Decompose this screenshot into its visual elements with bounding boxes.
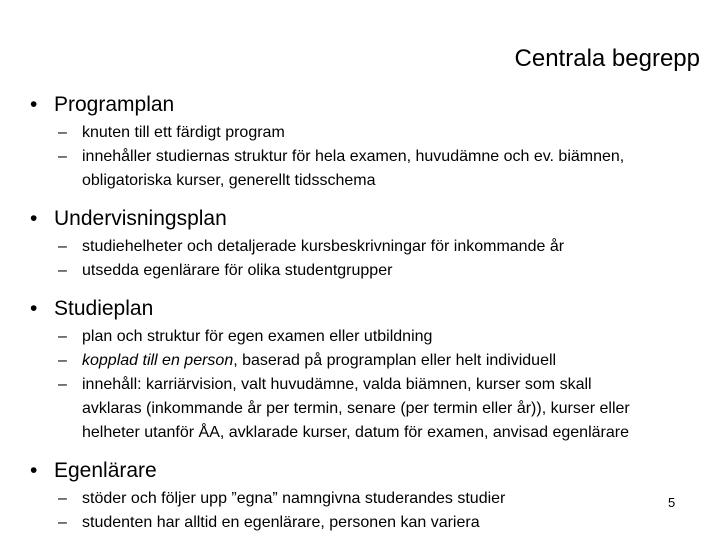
bullet-egenlarare bbox=[30, 457, 710, 535]
slide-title: Centrala begrepp bbox=[514, 45, 700, 72]
sub-list bbox=[30, 235, 710, 283]
sub-item bbox=[58, 121, 710, 145]
bullet-heading: Programplan bbox=[54, 93, 175, 116]
dash-icon: – bbox=[58, 124, 67, 141]
bullet-dot-icon: • bbox=[30, 459, 38, 482]
dash-icon: – bbox=[58, 490, 67, 507]
dash-icon: – bbox=[58, 514, 67, 531]
sub-item-italic-text: kopplad till en person bbox=[82, 352, 234, 369]
sub-item bbox=[58, 259, 710, 283]
sub-list bbox=[30, 325, 710, 445]
sub-item-text: innehåller studiernas struktur för hela examen, huvudämne och ev. biämnen, obligatoriska kurser, generellt tidsschema bbox=[82, 148, 625, 189]
dash-icon: – bbox=[58, 376, 67, 393]
sub-item-text bbox=[82, 349, 710, 373]
bullet-dot-icon: • bbox=[30, 93, 38, 116]
sub-item-text: studiehelheter och detaljerade kursbeskrivningar för inkommande år bbox=[82, 238, 565, 255]
sub-list bbox=[30, 487, 710, 535]
sub-item-text: knuten till ett färdigt program bbox=[82, 124, 285, 141]
sub-item-text: stöder och följer upp ”egna” namngivna studerandes studier bbox=[82, 490, 506, 507]
dash-icon: – bbox=[58, 352, 67, 369]
dash-icon: – bbox=[58, 262, 67, 279]
sub-item-rest-text: , baserad på programplan eller helt individuell bbox=[233, 352, 557, 369]
sub-item bbox=[58, 487, 710, 511]
dash-icon: – bbox=[58, 328, 67, 345]
sub-item-text: utsedda egenlärare för olika studentgrupper bbox=[82, 262, 393, 279]
bullet-dot-icon: • bbox=[30, 297, 38, 320]
sub-item bbox=[58, 325, 710, 349]
bullet-dot-icon: • bbox=[30, 207, 38, 230]
bullet-heading: Studieplan bbox=[54, 297, 154, 320]
bullet-heading: Egenlärare bbox=[54, 459, 157, 482]
sub-item bbox=[58, 373, 710, 445]
slide-content bbox=[30, 91, 710, 547]
bullet-programplan bbox=[30, 91, 710, 193]
sub-item bbox=[58, 349, 710, 373]
sub-item bbox=[58, 145, 710, 193]
bullet-heading: Undervisningsplan bbox=[54, 207, 227, 230]
dash-icon: – bbox=[58, 238, 67, 255]
bullet-undervisningsplan bbox=[30, 205, 710, 283]
sub-item bbox=[58, 235, 710, 259]
sub-item-text: innehåll: karriärvision, valt huvudämne, valda biämnen, kurser som skall avklaras (inkommande år per termin, senare (per termin eller år)), kurser eller helheter utanför ÅA, avklarade kurser, datum för examen, anvisad egenlärare bbox=[82, 376, 630, 441]
sub-item bbox=[58, 511, 710, 535]
dash-icon: – bbox=[58, 148, 67, 165]
sub-item-text: plan och struktur för egen examen eller utbildning bbox=[82, 328, 433, 345]
bullet-studieplan bbox=[30, 295, 710, 445]
sub-list bbox=[30, 121, 710, 193]
page-number: 5 bbox=[668, 495, 676, 510]
sub-item-text: studenten har alltid en egenlärare, personen kan variera bbox=[82, 514, 480, 531]
